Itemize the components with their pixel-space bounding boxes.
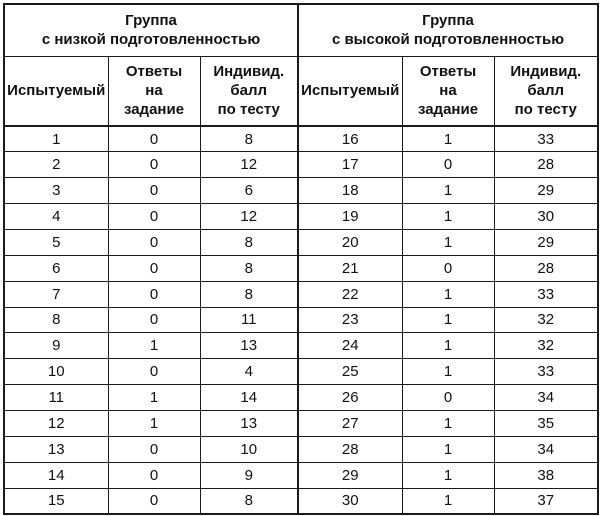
low-score-cell: 8 xyxy=(200,126,298,152)
high-answer-cell: 1 xyxy=(402,333,494,359)
high-answer-cell: 1 xyxy=(402,410,494,436)
table-row xyxy=(4,410,598,436)
high-subject-cell: 27 xyxy=(298,410,402,436)
high-answer-cell: 1 xyxy=(402,229,494,255)
low-subject-cell: 3 xyxy=(4,178,108,204)
high-subject-cell: 23 xyxy=(298,307,402,333)
high-group-subtitle: с высокой подготовленностью xyxy=(331,31,565,49)
low-subject-cell: 7 xyxy=(4,281,108,307)
low-answer-cell: 0 xyxy=(108,307,200,333)
high-group-title: Группа xyxy=(422,12,474,30)
low-score-header xyxy=(200,56,298,126)
high-score-cell: 33 xyxy=(494,359,598,385)
high-subject-label: Испытуемый xyxy=(301,82,400,100)
low-score-cell: 13 xyxy=(200,333,298,359)
high-subject-cell: 19 xyxy=(298,204,402,230)
table-row xyxy=(4,229,598,255)
low-subject-cell: 9 xyxy=(4,333,108,359)
high-score-cell: 37 xyxy=(494,488,598,514)
low-score-cell: 12 xyxy=(200,204,298,230)
low-score-label-3: по тесту xyxy=(217,101,280,119)
high-subject-cell: 16 xyxy=(298,126,402,152)
high-group-header xyxy=(298,4,598,56)
high-answer-cell: 1 xyxy=(402,436,494,462)
high-score-cell: 34 xyxy=(494,436,598,462)
low-score-cell: 4 xyxy=(200,359,298,385)
high-score-label-3: по тесту xyxy=(514,101,577,119)
low-answer-label-3: задание xyxy=(123,101,185,119)
low-subject-cell: 2 xyxy=(4,152,108,178)
table-row xyxy=(4,436,598,462)
table-row xyxy=(4,204,598,230)
column-header-row xyxy=(4,56,598,126)
low-subject-cell: 6 xyxy=(4,255,108,281)
low-answer-cell: 0 xyxy=(108,126,200,152)
low-score-cell: 11 xyxy=(200,307,298,333)
low-answer-cell: 0 xyxy=(108,488,200,514)
low-subject-label: Испытуемый xyxy=(7,82,106,100)
low-subject-cell: 14 xyxy=(4,462,108,488)
high-answer-cell: 1 xyxy=(402,307,494,333)
low-score-cell: 14 xyxy=(200,385,298,411)
low-subject-cell: 1 xyxy=(4,126,108,152)
low-subject-cell: 4 xyxy=(4,204,108,230)
low-subject-cell: 11 xyxy=(4,385,108,411)
low-score-cell: 8 xyxy=(200,281,298,307)
low-answer-cell: 1 xyxy=(108,385,200,411)
low-answer-cell: 1 xyxy=(108,410,200,436)
table-row xyxy=(4,152,598,178)
high-score-label-2: балл xyxy=(527,82,565,100)
high-answer-cell: 1 xyxy=(402,281,494,307)
high-score-cell: 29 xyxy=(494,178,598,204)
high-answer-header xyxy=(402,56,494,126)
table-body xyxy=(4,126,598,514)
low-answer-header xyxy=(108,56,200,126)
high-subject-cell: 25 xyxy=(298,359,402,385)
results-table xyxy=(3,3,599,515)
table-row xyxy=(4,178,598,204)
high-answer-cell: 1 xyxy=(402,359,494,385)
table-row xyxy=(4,462,598,488)
high-answer-label-2: на xyxy=(439,82,457,100)
high-answer-cell: 0 xyxy=(402,385,494,411)
high-subject-cell: 20 xyxy=(298,229,402,255)
low-answer-cell: 0 xyxy=(108,281,200,307)
high-score-cell: 29 xyxy=(494,229,598,255)
low-answer-cell: 0 xyxy=(108,178,200,204)
high-answer-cell: 1 xyxy=(402,204,494,230)
low-group-title: Группа xyxy=(125,12,177,30)
low-answer-cell: 1 xyxy=(108,333,200,359)
low-subject-cell: 13 xyxy=(4,436,108,462)
group-header-row xyxy=(4,4,598,56)
low-subject-cell: 10 xyxy=(4,359,108,385)
high-answer-label-1: Ответы xyxy=(419,63,477,81)
high-subject-cell: 18 xyxy=(298,178,402,204)
low-subject-cell: 15 xyxy=(4,488,108,514)
low-group-header xyxy=(4,4,298,56)
high-score-cell: 28 xyxy=(494,152,598,178)
low-score-cell: 8 xyxy=(200,255,298,281)
high-subject-cell: 26 xyxy=(298,385,402,411)
high-answer-cell: 1 xyxy=(402,488,494,514)
table-row xyxy=(4,255,598,281)
high-subject-cell: 28 xyxy=(298,436,402,462)
high-score-cell: 33 xyxy=(494,281,598,307)
high-answer-cell: 0 xyxy=(402,255,494,281)
high-score-cell: 33 xyxy=(494,126,598,152)
table-row xyxy=(4,333,598,359)
high-score-cell: 28 xyxy=(494,255,598,281)
high-subject-header xyxy=(298,56,402,126)
high-score-header xyxy=(494,56,598,126)
high-score-cell: 34 xyxy=(494,385,598,411)
low-subject-cell: 12 xyxy=(4,410,108,436)
low-subject-cell: 5 xyxy=(4,229,108,255)
high-score-cell: 30 xyxy=(494,204,598,230)
low-subject-cell: 8 xyxy=(4,307,108,333)
high-score-cell: 38 xyxy=(494,462,598,488)
high-score-cell: 32 xyxy=(494,307,598,333)
high-subject-cell: 21 xyxy=(298,255,402,281)
low-answer-cell: 0 xyxy=(108,229,200,255)
high-score-label-1: Индивид. xyxy=(510,63,582,81)
high-answer-label-3: задание xyxy=(417,101,479,119)
high-subject-cell: 24 xyxy=(298,333,402,359)
low-score-cell: 8 xyxy=(200,488,298,514)
table-row xyxy=(4,307,598,333)
low-answer-cell: 0 xyxy=(108,204,200,230)
low-score-cell: 13 xyxy=(200,410,298,436)
high-subject-cell: 29 xyxy=(298,462,402,488)
high-subject-cell: 17 xyxy=(298,152,402,178)
low-answer-cell: 0 xyxy=(108,152,200,178)
low-answer-cell: 0 xyxy=(108,462,200,488)
low-answer-cell: 0 xyxy=(108,255,200,281)
low-score-cell: 8 xyxy=(200,229,298,255)
low-subject-header xyxy=(4,56,108,126)
high-subject-cell: 22 xyxy=(298,281,402,307)
high-answer-cell: 1 xyxy=(402,178,494,204)
high-answer-cell: 1 xyxy=(402,126,494,152)
low-score-cell: 10 xyxy=(200,436,298,462)
table-row xyxy=(4,488,598,514)
low-answer-cell: 0 xyxy=(108,359,200,385)
high-subject-cell: 30 xyxy=(298,488,402,514)
table-row xyxy=(4,385,598,411)
table-header xyxy=(4,4,598,126)
low-score-label-2: балл xyxy=(230,82,268,100)
low-score-label-1: Индивид. xyxy=(213,63,285,81)
high-answer-cell: 0 xyxy=(402,152,494,178)
table-row xyxy=(4,359,598,385)
low-answer-cell: 0 xyxy=(108,436,200,462)
low-answer-label-2: на xyxy=(145,82,163,100)
high-score-cell: 32 xyxy=(494,333,598,359)
low-score-cell: 12 xyxy=(200,152,298,178)
low-answer-label-1: Ответы xyxy=(125,63,183,81)
table-row xyxy=(4,281,598,307)
low-score-cell: 9 xyxy=(200,462,298,488)
low-group-subtitle: с низкой подготовленностью xyxy=(41,31,261,49)
low-score-cell: 6 xyxy=(200,178,298,204)
high-answer-cell: 1 xyxy=(402,462,494,488)
table-row xyxy=(4,126,598,152)
high-score-cell: 35 xyxy=(494,410,598,436)
